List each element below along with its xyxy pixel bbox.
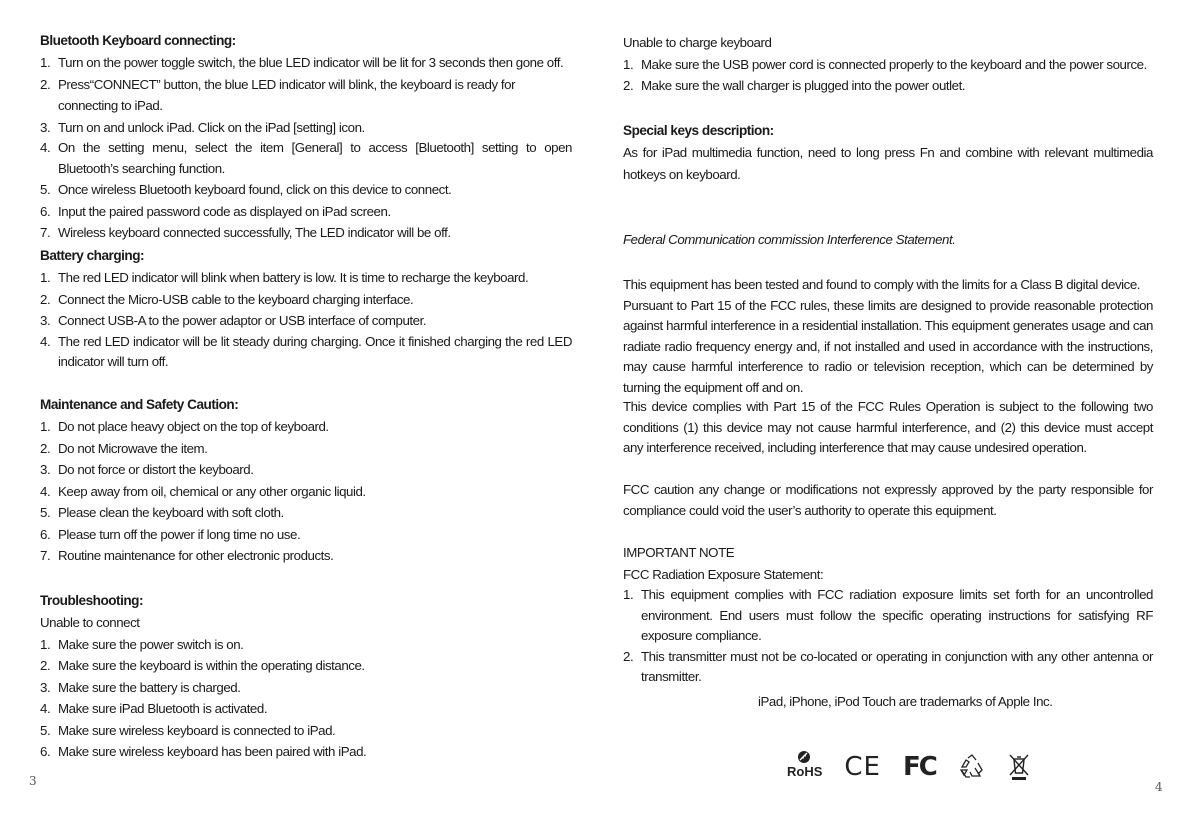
list-item: 5. Make sure wireless keyboard is connected to iPad. [40,722,336,738]
battery-steps [40,267,572,373]
recycle-icon [958,754,986,780]
fcc-statement [623,274,1153,398]
list-item: 7. Wireless keyboard connected successfully, The LED indicator will be off. [40,225,451,240]
list-item: 6. Input the paired password code as displayed on iPad screen. [40,203,391,219]
list-item: 1. Make sure the USB power cord is connected properly to the keyboard and the power source. [623,56,1147,72]
special-keys-heading: Special keys description: [623,123,774,138]
bluetooth-section [40,30,572,244]
page-number-right: 4 [1155,780,1163,794]
special-keys-text: As for iPad multimedia function, need to long press Fn and combine with relevant multimedia hotkeys on keyboard. [623,145,1153,182]
crossed-bin-icon [1008,753,1030,781]
list-item: 2. Make sure the keyboard is within the operating distance. [40,658,365,673]
rohs-leaf-icon [797,750,811,764]
list-item: 3. Make sure the battery is charged. [40,679,241,695]
fcc-paragraph-3: This device complies with Part 15 of the FCC Rules Operation is subject to the following two conditions (1) this device may not cause harmful interference, and (2) this device must accept any interference received, including interference that may cause undesired operation. [623,399,1153,455]
important-note-section [623,542,1153,688]
list-item: 2. This transmitter must not be co-located or operating in conjunction with any other antenna or transmitter. [623,648,1153,684]
list-item: 3. Connect USB-A to the power adaptor or USB interface of computer. [40,313,427,328]
list-item: 5. Once wireless Bluetooth keyboard found, click on this device to connect. [40,182,452,197]
maintenance-heading: Maintenance and Safety Caution: [40,397,239,412]
list-item: 6. Please turn off the power if long time no use. [40,526,301,542]
special-keys-section [623,120,1153,185]
list-item: 2. Press“CONNECT” button, the blue LED indicator will blink, the keyboard is ready for connecting to iPad. [40,76,516,113]
radiation-statement-heading: FCC Radiation Exposure Statement: [623,566,824,582]
list-item: 4. On the setting menu, select the item [General] to access [Bluetooth] setting to open Bluetooth’s searching function. [40,140,572,176]
charge-section [623,32,1153,97]
page-number-left: 3 [29,774,37,788]
maintenance-section [40,394,572,567]
troubleshooting-list [40,634,572,763]
battery-section [40,245,572,373]
fcc-paragraph-1: This equipment has been tested and found to comply with the limits for a Class B digital device. [623,277,1141,292]
ce-mark-icon: CE [844,752,881,782]
list-item: 1. This equipment complies with FCC radiation exposure limits set forth for an uncontrolled environment. End users must follow the specific operating instructions for satisfying RF exposure compliance. [623,587,1153,643]
fcc-mark-icon: FC [902,752,936,782]
bluetooth-steps [40,52,572,244]
list-item: 2. Connect the Micro-USB cable to the keyboard charging interface. [40,291,414,307]
list-item: 2. Make sure the wall charger is plugged into the power outlet. [623,78,966,93]
list-item: 5. Please clean the keyboard with soft cloth. [40,505,284,520]
charge-heading: Unable to charge keyboard [623,35,772,50]
troubleshooting-subheading: Unable to connect [40,615,140,630]
important-note-heading: IMPORTANT NOTE [623,545,735,560]
list-item: 4. The red LED indicator will be lit steady during charging. Once it finished charging the red LED indicator will turn off. [40,333,572,369]
fcc-paragraph-4: FCC caution any change or modifications not expressly approved by the party responsible for compliance could void the user’s authority to operate this equipment. [623,482,1153,518]
list-item: 1. The red LED indicator will blink when battery is low. It is time to recharge the keyboard. [40,270,529,285]
troubleshooting-section [40,590,572,763]
list-item: 2. Do not Microwave the item. [40,440,208,456]
list-item: 3. Do not force or distort the keyboard. [40,462,254,477]
charge-list [623,54,1153,97]
fcc-title: Federal Communication commission Interference Statement. [623,232,956,247]
fcc-paragraph-2: Pursuant to Part 15 of the FCC rules, these limits are designed to provide reasonable protection against harmful interference in a residential installation. This equipment generates usage and can radiate radio frequency energy and, if not installed and used in accordance with the instructions, may cause harmful interference to radio or television reception, which can be determined by turning the equipment off and on. [623,297,1153,395]
certification-marks [787,752,1030,782]
maintenance-list [40,416,572,567]
list-item: 4. Keep away from oil, chemical or any other organic liquid. [40,483,366,499]
trademark-notice: iPad, iPhone, iPod Touch are trademarks of Apple Inc. [758,694,1053,709]
radiation-list [623,585,1153,688]
list-item: 3. Turn on and unlock iPad. Click on the iPad [setting] icon. [40,119,365,135]
troubleshooting-heading: Troubleshooting: [40,593,143,608]
list-item: 1. Make sure the power switch is on. [40,636,244,652]
rohs-icon: RoHS [787,756,822,779]
list-item: 4. Make sure iPad Bluetooth is activated. [40,701,268,716]
list-item: 7. Routine maintenance for other electronic products. [40,548,334,563]
bluetooth-heading: Bluetooth Keyboard connecting: [40,33,236,48]
list-item: 1. Turn on the power toggle switch, the blue LED indicator will be lit for 3 seconds then gone off. [40,55,564,70]
list-item: 6. Make sure wireless keyboard has been paired with iPad. [40,744,367,759]
list-item: 1. Do not place heavy object on the top of keyboard. [40,419,329,434]
battery-heading: Battery charging: [40,248,145,263]
